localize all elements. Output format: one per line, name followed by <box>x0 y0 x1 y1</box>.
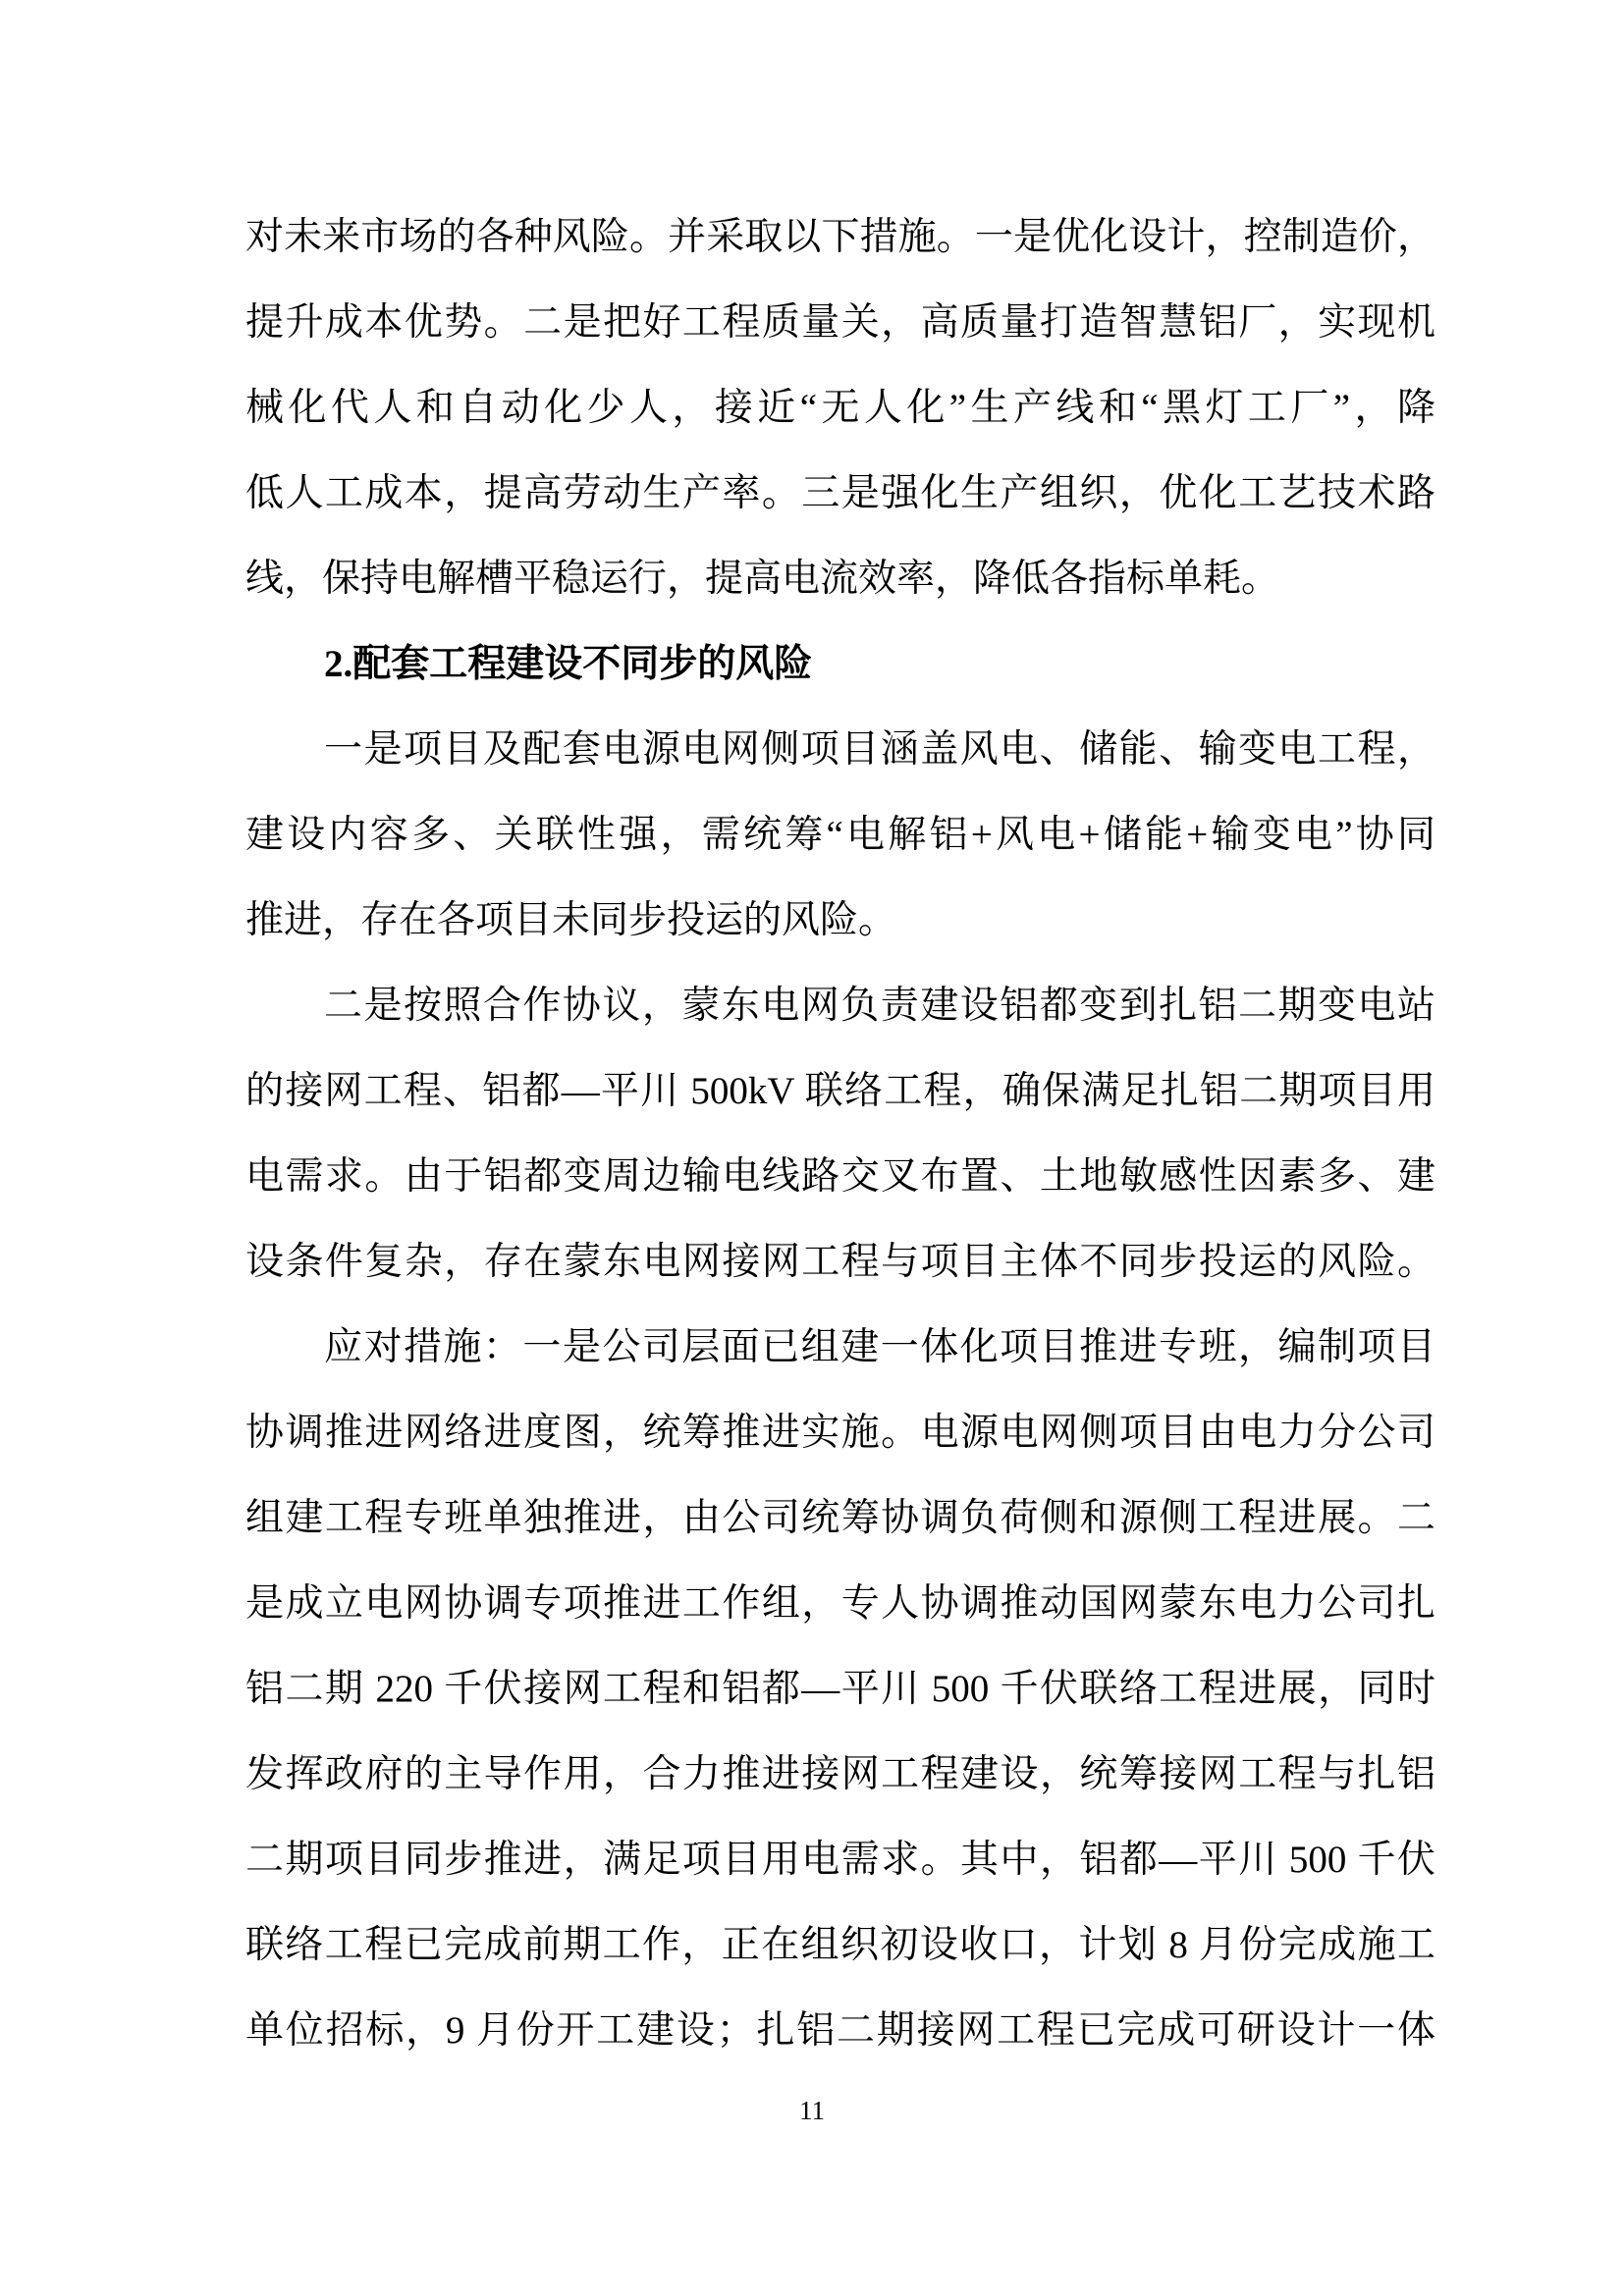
paragraph-line: 一是项目及配套电源电网侧项目涵盖风电、储能、输变电工程， <box>324 728 1435 771</box>
paragraph-line: 发挥政府的主导作用，合力推进接网工程建设，统筹接网工程与扎铝 <box>245 1753 1435 1795</box>
paragraph-line: 单位招标，9 月份开工建设；扎铝二期接网工程已完成可研设计一体 <box>245 2009 1435 2052</box>
paragraph-line: 提升成本优势。二是把好工程质量关，高质量打造智慧铝厂，实现机 <box>245 301 1435 344</box>
paragraph-line: 铝二期 220 千伏接网工程和铝都—平川 500 千伏联络工程进展，同时 <box>245 1668 1435 1710</box>
paragraph-line: 的接网工程、铝都—平川 500kV 联络工程，确保满足扎铝二期项目用 <box>245 1070 1435 1112</box>
paragraph-line: 二期项目同步推进，满足项目用电需求。其中，铝都—平川 500 千伏 <box>245 1839 1435 1881</box>
paragraph-line: 建设内容多、关联性强，需统筹“电解铝+风电+储能+输变电”协同 <box>245 814 1435 856</box>
paragraph-line: 线，保持电解槽平稳运行，提高电流效率，降低各指标单耗。 <box>245 558 1280 600</box>
paragraph-line: 协调推进网络进度图，统筹推进实施。电源电网侧项目由电力分公司 <box>245 1412 1435 1454</box>
paragraph-line: 电需求。由于铝都变周边输电线路交叉布置、土地敏感性因素多、建 <box>245 1155 1435 1198</box>
paragraph-line: 联络工程已完成前期工作，正在组织初设收口，计划 8 月份完成施工 <box>245 1924 1435 1966</box>
paragraph-line: 组建工程专班单独推进，由公司统筹协调负荷侧和源侧工程进展。二 <box>245 1497 1435 1539</box>
paragraph-line: 二是按照合作协议，蒙东电网负责建设铝都变到扎铝二期变电站 <box>324 985 1435 1027</box>
paragraph-line: 应对措施：一是公司层面已组建一体化项目推进专班，编制项目 <box>324 1326 1435 1368</box>
section-heading-2: 2.配套工程建设不同步的风险 <box>324 643 813 685</box>
paragraph-line: 低人工成本，提高劳动生产率。三是强化生产组织，优化工艺技术路 <box>245 472 1435 514</box>
text-content <box>245 194 1435 2073</box>
paragraph-line: 对未来市场的各种风险。并采取以下措施。一是优化设计，控制造价， <box>245 216 1435 258</box>
paragraph-line: 械化代人和自动化少人，接近“无人化”生产线和“黑灯工厂”，降 <box>245 387 1435 429</box>
paragraph-line: 是成立电网协调专项推进工作组，专人协调推动国网蒙东电力公司扎 <box>245 1582 1435 1625</box>
paragraph-line: 设条件复杂，存在蒙东电网接网工程与项目主体不同步投运的风险。 <box>245 1241 1435 1283</box>
paragraph-line: 推进，存在各项目未同步投运的风险。 <box>245 899 897 941</box>
page-number: 11 <box>799 2096 825 2125</box>
